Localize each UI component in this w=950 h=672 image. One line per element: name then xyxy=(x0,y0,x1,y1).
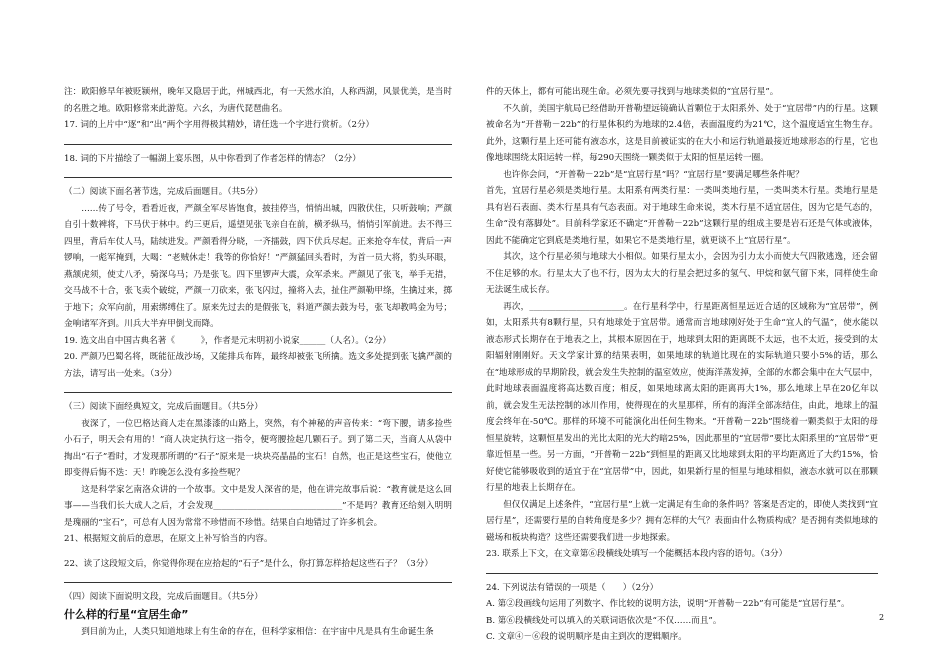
question-19: 19. 选文出自中国古典名著《 》，作者是元末明初小说家______（人名）。（2分） xyxy=(64,335,391,346)
article-paragraph-5: 其次，这个行星必须与地球大小相似。如果行星太小，会因为引力太小而使大气四散逃逸，还会留不住足够的水。行星太大了也不行，因为太大的行星会把过多的氢气、甲烷和氨气留下来，同样使生命无法诞生成长存。 xyxy=(486,252,878,295)
answer-line xyxy=(64,167,452,178)
question-23: 23. 联系上下文，在文章第⑥段横线处填写一个能概括本段内容的语句。（3分） xyxy=(486,549,788,559)
article-paragraph-1-cont: 件的天体上，都有可能出现生命。必须先要寻找到与地球类似的“宜居行星”。 xyxy=(486,87,779,97)
option-a: A. 第②段画线句运用了列数字、作比较的说明方法，说明“开普勒－22b”有可能是“宜居行星”。 xyxy=(486,599,850,609)
right-column xyxy=(486,84,878,646)
question-20: 20. 严颜乃巴蜀名将，既能征战沙场，又能排兵布阵，最终却被张飞所擒。选文多处提到张飞擒严颜的方法，请写出一处来。（3分） xyxy=(64,352,452,379)
left-column xyxy=(64,84,452,640)
article-title: 什么样的行星“宜居生命” xyxy=(64,607,189,621)
answer-line xyxy=(64,572,452,583)
answer-line xyxy=(64,134,452,145)
article-paragraph-4: 首先，宜居行星必须是类地行星。太阳系有两类行星：一类叫类地行星，一类叫类木行星。类地行星是具有岩石表面、类木行星具有气态表面。对于地球生命来说，类木行星不适宜居住，因为它是气态的，生命“没有落脚处”。目前科学家还不确定“开普勒－22b”这颗行星的组成主要是岩石还是气体或液体，因此不能确定它到底是类地行星，如果它不是类地行星，就更谈不上“宜居行星”。 xyxy=(486,186,878,246)
article-paragraph-6: 再次，______________________。在行星科学中，行星距离恒星远近合适的区域称为“宜居带”，例如，太阳系共有8颗行星，只有地球处于宜居带。通常而言地球刚好处于生命“宜人的气温”，使水能以液态形式长期存在于地表之上，其根本原因在于，地球到太阳的距离既不太远，也不太近，接受到的太阳辐射刚刚好。天文学家计算的结果表明，如果地球的轨道比现在的实际轨道只要小5%的话，那么在“地球形成的早期阶段，就会发生失控制的温室效应，使海洋蒸发掉，全部的水都会集中在大气层中，此时地球表面温度将高达数百度；相反，如果地球离太阳的距离再大1%，那么地球上早在20亿年以前，就会发生无法控制的冰川作用，使得现在的火星那样，所有的海洋全部冻结住，由此，地球上的温度会终年在-50℃。那样的环境不可能演化出任何生物来。“开普勒－22b”围绕着一颗类似于太阳的母恒星旋转，这颗恒星发出的光比太阳的光大约暗25%，因此那里的“宜居带”要比太阳系里的“宜居带”更靠近恒星一些。另一方面，“开普勒－22b”到恒星的距离又比地球到太阳的平均距离近了大约15%，恰好使它能够吸收到的适宜于在“宜居带”中，因此，如果新行星的恒星与地球相似，液态水就可以在那颗行星的地表上长期存在。 xyxy=(486,301,878,493)
question-17: 17. 词的上片中“逐”和“出”两个字用得极其精妙，请任选一个字进行赏析。（2分） xyxy=(64,120,375,130)
question-21: 21、根据短文前后的意思，在原文上补写恰当的内容。 xyxy=(64,534,273,544)
note-paragraph: 注：欧阳修早年被贬颍州，晚年又隐居于此，州城西北，有一天然水泊，人称西湖，风景优美，是当时的名胜之地。欧阳修常来此游览。六幺，为唐代琵琶曲名。 xyxy=(64,87,452,114)
question-22: 22、读了这段短文后，你觉得你现在应拾起的“石子”是什么，你打算怎样拾起这些石子？（3分） xyxy=(64,558,433,569)
section-4-heading: （四）阅读下面说明文段，完成后面题目。（共5分） xyxy=(64,592,263,602)
answer-line xyxy=(486,563,878,574)
option-c: C. 文章④－⑥段的说明顺序是由主到次的逻辑顺序。 xyxy=(486,632,687,642)
section-3-heading: （三）阅读下面经典短文，完成后面题目。（共5分） xyxy=(64,402,263,412)
story-paragraph-2: 这是科学家乞南洛众讲的一个故事。文中是发人深省的是，他在讲完故事后说：“教育就是这么回事——当我们长大成人之后，才会发现______________________________”不是吗？教育还给刻入明明是瑰丽的“宝石”，可总有人因为常常不珍惜而不珍惜。结果自白地错过了许多机会。 xyxy=(64,484,452,528)
question-24: 24. 下列说法有错误的一项是（ ）（2分） xyxy=(486,582,659,593)
question-18: 18. 词的下片描绘了一幅湖上宴乐图，从中你看到了作者怎样的情态？（2分） xyxy=(64,153,361,164)
page-number: 2 xyxy=(879,613,885,622)
article-paragraph-2: 不久前，美国宇航局已经借助开普勒望远镜确认首颗位于太阳系外、处于“宜居带”内的行星。这颗被命名为“开普勒－22b”的行星体积约为地球的2.4倍，表面温度约为21℃，这个温度适宜生物生存。此外，这颗行星上还可能有液态水，这是目前被证实的在大小和运行轨道最接近地球形态的行星，它也像地球围绕太阳运转一样，每290天围绕一颗类似于太阳的恒星运转一圈。 xyxy=(486,103,878,163)
story-paragraph-1: 夜深了，一位巴格达商人走在黑漆漆的山路上，突然，有个神秘的声音传来：“弯下腰，请多捡些小石子，明天会有用的！”商人决定执行这一指令，便弯腰捡起几颗石子。到了第二天，当商人从袋中掏出“石子”看时，才发现那所谓的“石子”原来是一块块亮晶晶的宝石！自然，也正是这些宝石，使他立即变得后悔不迭：天！昨晚怎么没有多捡些呢？ xyxy=(64,418,452,478)
option-b: B. 第⑥段横线处可以填入的关联词语依次是“不仅……而且”。 xyxy=(486,615,722,626)
article-paragraph-1: 到目前为止，人类只知道地球上有生命的存在，但科学家相信：在宇宙中凡是具有生命诞生条 xyxy=(81,626,434,637)
answer-line xyxy=(64,382,452,393)
section-2-heading: （二）阅读下面名著节选，完成后面题目。（共5分） xyxy=(64,187,263,197)
article-paragraph-3: 也许你会问，“开普勒－22b”是“宜居行星”吗？“宜居行星”要满足哪些条件呢？ xyxy=(503,169,804,180)
novel-excerpt: ……传了号令，看看近夜，严颜全军尽皆饱食，披挂停当，悄悄出城，四散伏住，只听鼓响；严颜自引十数裨将，下马伏于林中。约三更后，遥望见张飞亲自在前，横矛纵马，悄悄引军前进。去不得三四里，背后车仗人马，陆续进发。严颜看得分晓，一齐擂鼓，四下伏兵尽起。正来抢夺车仗，背后一声锣响，一彪军掩到，大喝：“老贼休走！我等的你恰好！”严颜猛回头看时，为首一员大将，豹头环眼，燕颔虎须，使丈八矛，骑深乌马；乃是张飞。四下里锣声大震，众军杀来。严颜见了张飞，举手无措，交马战不十合，张飞卖个破绽，严颜一刀砍来，张飞闪过，撞将入去，扯住严颜勒甲绦，生擒过来，掷于地下；众军向前，用索绑缚住了。原来先过去的是假张飞，料道严颜去鼓为号，张飞却教鸣金为号；金响诸军齐到。川兵大半弃甲倒戈而降。 xyxy=(64,203,452,329)
article-paragraph-7: 但仅仅满足上述条件，“宜居行星”上就一定满足有生命的条件吗？答案是否定的，即使人类找到“宜居行星”，还需要行星的自转角度是多少？拥有怎样的大气？表面由什么物质构成？是否拥有类似地球的磁场和板块构造？这些还需要我们进一步地探索。 xyxy=(486,499,878,543)
